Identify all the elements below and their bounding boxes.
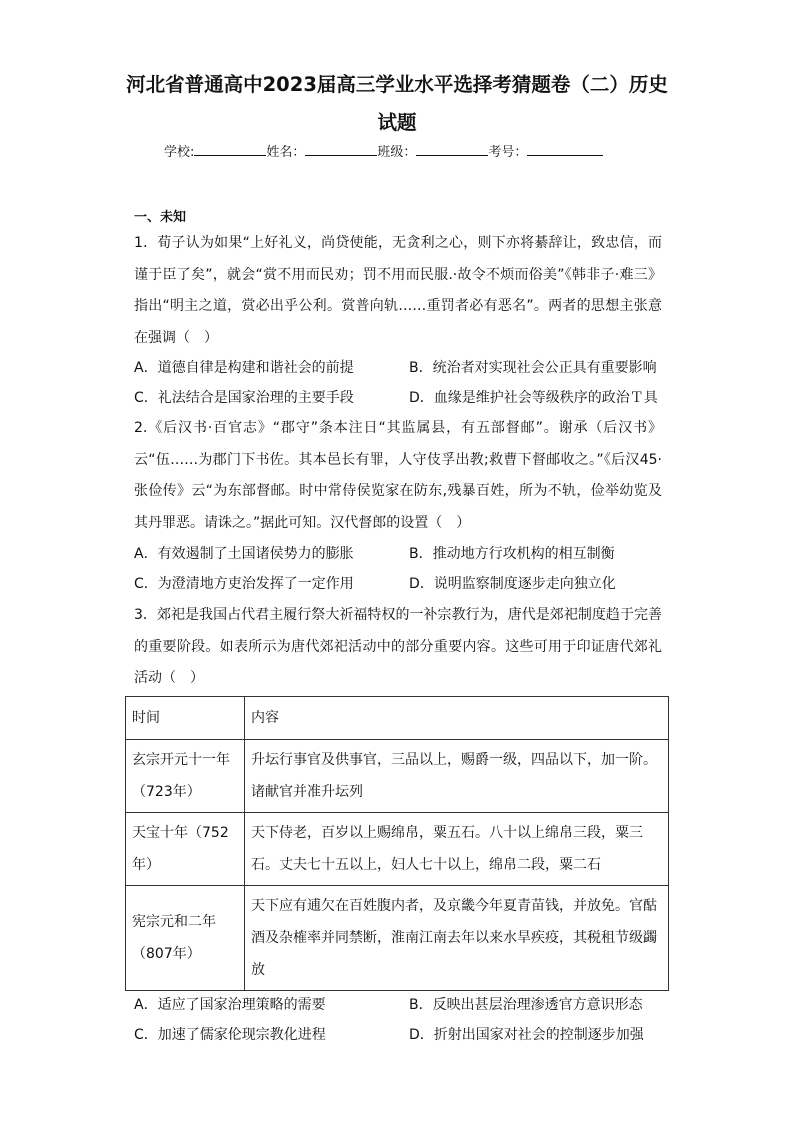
question-3-stem: 3．郊祀是我国占代君主履行祭大祈福特权的一补宗教行为，唐代是郊祀制度趋于完善的重要阶段。如表所示为唐代郊祀活动中的部分重要内容。这些可用于印证唐代郊礼活动（ ） <box>134 607 662 687</box>
table-header-time: 时间 <box>126 697 245 740</box>
option-a: A．适应了国家治理策略的需要 <box>134 997 326 1013</box>
option-d: D．折射出国家对社会的控制逐步加强 <box>409 1027 644 1043</box>
question-1-stem: 1．荀子认为如果“上好礼义，尚贷使能，无贪利之心，则下亦将綦辞让，致忠信，而谨于臣了矣”，就会“赏不用而民劝；罚不用而民服.·故令不烦而俗美”《韩非子·难三》指出“明主之道，赏必出乎公利。赏普向轨……重罚者必有恶名”。两者的思想主张意在强调（ ） <box>134 235 662 346</box>
student-info-line <box>164 143 603 163</box>
question-3-options <box>134 990 674 1050</box>
option-a: A．道德自律是构建和谐社会的前提 <box>134 360 354 376</box>
class-label: 班级： <box>377 145 417 160</box>
section-heading: 一、未知 <box>134 210 187 225</box>
question-1-options <box>134 353 674 413</box>
table-cell-time: 宪宗元和二年（807年） <box>126 886 245 991</box>
option-d: D．说明监察制度逐步走向独立化 <box>409 576 616 592</box>
table-cell-time: 玄宗开元十一年（723年） <box>126 740 245 813</box>
option-b: B．统治者对实现社会公正具有重要影响 <box>409 360 657 376</box>
table-header-content: 内容 <box>245 697 669 740</box>
table-cell-content: 升坛行事官及供事官，三品以上，赐爵一级，四品以下，加一阶。诸献官并准升坛列 <box>245 740 669 813</box>
table-row <box>126 740 669 813</box>
number-label: 考号： <box>488 145 528 160</box>
table-cell-time: 天宝十年（752年） <box>126 813 245 886</box>
class-blank[interactable] <box>416 143 488 156</box>
school-blank[interactable] <box>194 143 266 156</box>
option-a: A．有效遏制了土国诸侯势力的膨胀 <box>134 546 354 562</box>
table-header-row <box>126 697 669 740</box>
tang-suburban-rites-table <box>125 696 669 991</box>
option-d: D．血缘是维护社会等级秩序的政治Ｔ具 <box>409 390 658 406</box>
option-c: C．礼法结合是国家治理的主要手段 <box>134 390 354 406</box>
number-blank[interactable] <box>527 143 603 156</box>
question-2-stem: 2.《后汉书·百官志》“郡守”条本注日“其监属县，有五部督邮”。谢承（后汉书》云“伍……为郡门下书佐。其本邑长有罪，人守伎孚出教;救曹下督邮收之。”《后汉45·张俭传》云“为东部督邮。时中常侍侯览家在防东,残暴百姓，所为不轨，俭举幼览及其丹罪恶。请诛之。”据此可知。汉代督郎的设置（ ） <box>134 420 662 531</box>
table-row <box>126 886 669 991</box>
option-c: C．加速了儒家伦现宗教化进程 <box>134 1027 326 1043</box>
page-title: 河北省普通高中2023届高三学业水平选择考猜题卷（二）历史试题 <box>126 73 668 134</box>
table-row <box>126 813 669 886</box>
name-blank[interactable] <box>305 143 377 156</box>
table-cell-content: 天下应有逋欠在百姓腹内者，及京畿今年夏青苗钱，并放免。官酤酒及杂榷率并同禁断，淮南江南去年以来水旱疾疫，其税租节级蠲放 <box>245 886 669 991</box>
school-label: 学校: <box>164 145 195 160</box>
option-c: C．为澄清地方吏治发挥了一定作用 <box>134 576 354 592</box>
name-label: 姓名： <box>266 145 306 160</box>
option-b: B．推动地方行攻机构的相互制衡 <box>409 546 615 562</box>
question-2-options <box>134 539 674 599</box>
table-cell-content: 天下侍老，百岁以上赐绵帛，粟五石。八十以上绵帛三段，粟三石。丈夫七十五以上，妇人七十以上，绵帛二段，粟二石 <box>245 813 669 886</box>
option-b: B．反映出甚层治理渗透官方意识形态 <box>409 997 643 1013</box>
